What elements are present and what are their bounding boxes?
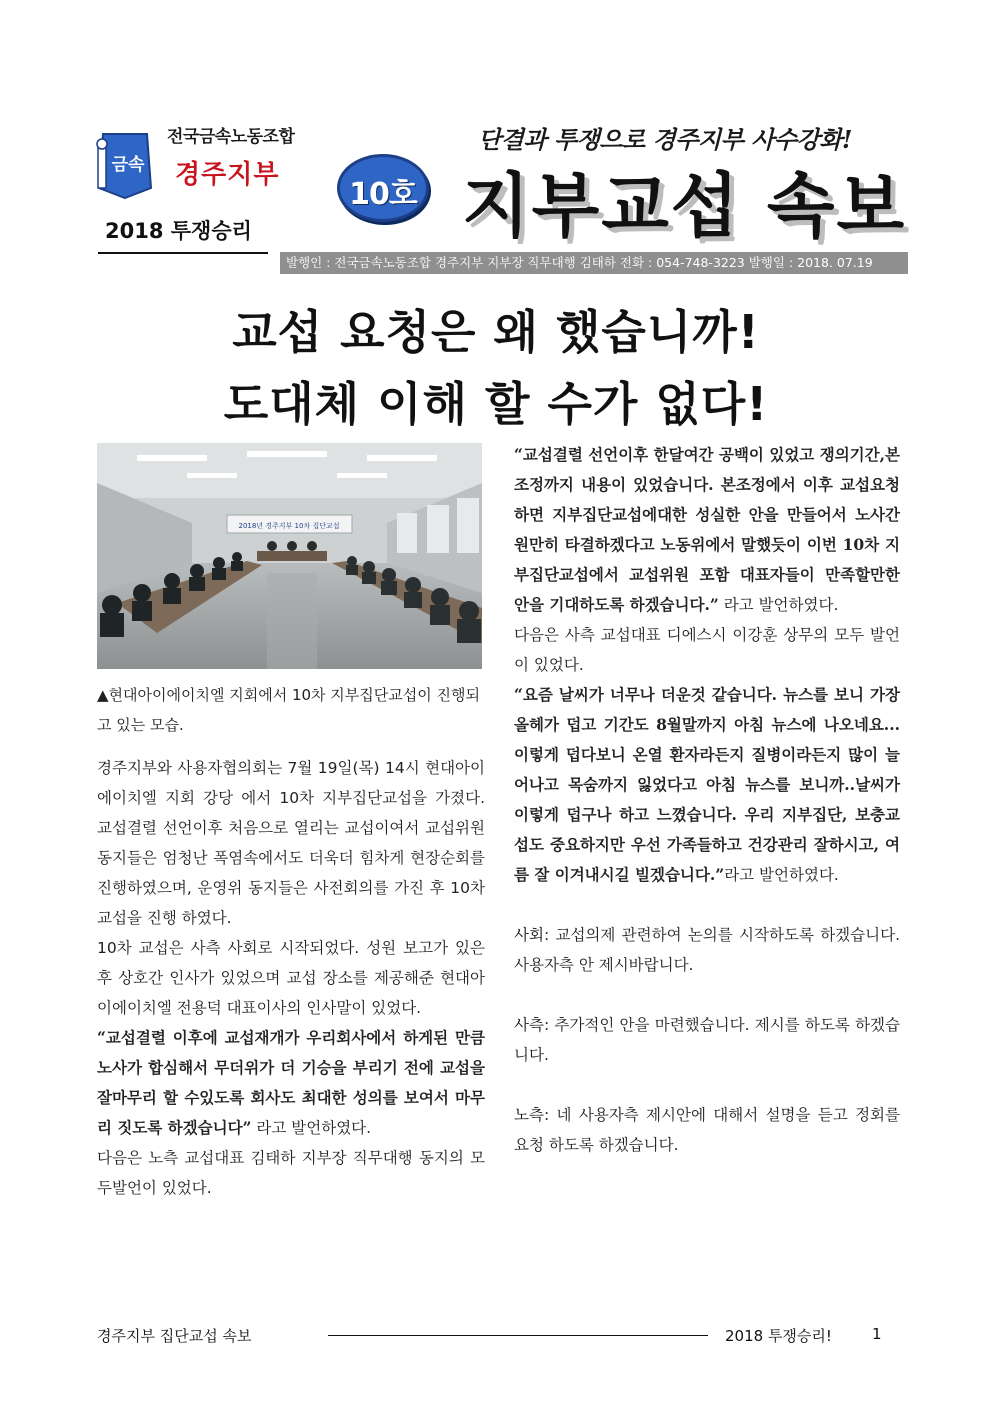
right-column: [514, 440, 900, 1160]
banner-text: 2018년 경주지부 10차 집단교섭: [238, 522, 340, 530]
dialogue-union: [514, 1100, 900, 1160]
dialogue-speaker: 노측: [514, 1106, 544, 1124]
headline-line-1: 교섭 요청은 왜 했습니까!: [232, 305, 760, 359]
ceo-quote: “교섭결렬 이후에 교섭재개가 우리회사에서 하게된 만큼 노사가 합심해서 무더위가 더 기승을 부리기 전에 교섭을 잘마무리 할 수있도록 회사도 최대한 성의를 보여서 마무리 짓도록 하겠습니다”: [97, 1028, 485, 1137]
spacer: [514, 1070, 900, 1100]
union-quote-attribution: 라고 발언하였다.: [718, 596, 839, 614]
management-quote-attribution: 라고 발언하였다.: [724, 866, 839, 884]
left-column: [97, 753, 485, 1203]
union-name: 전국금속노동조합: [167, 127, 295, 147]
ceo-remark: [97, 1023, 485, 1143]
spacer: [514, 890, 900, 920]
footer-slogan: 2018 투쟁승리!: [725, 1327, 832, 1345]
management-quote: “요즘 날씨가 너무나 더운것 같습니다. 뉴스를 보니 가장 올헤가 덥고 기간도 8월말까지 아침 뉴스에 나오네요...이렇게 덥다보니 온열 환자라든지 질병이라든지 많이 늘어나고 목숨까지 잃었다고 아침 뉴스를 보니까..날씨가 이렇게 덥구나 하고 느꼈습니다. 우리 지부집단, 보충교섭도 중요하지만 우선 가족들하고 건강관리 잘하시고, 여름 잘 이겨내시길 빌겠습니다.”: [514, 685, 900, 884]
dialogue-text: : 교섭의제 관련하여 논의를 시작하도록 하겠습니다. 사용자측 안 제시바랍니다.: [514, 926, 900, 974]
logo-divider: [98, 252, 268, 254]
article-paragraph-2: 10차 교섭은 사측 사회로 시작되었다. 성원 보고가 있은 후 상호간 인사가 있었으며 교섭 장소를 제공해준 현대아이에이치엘 전용덕 대표이사의 인사말이 있었다.: [97, 939, 485, 1017]
article-paragraph-1: 경주지부와 사용자협의회는 7월 19일(목) 14시 현대아이에이치엘 지회 강당 에서 10차 지부집단교섭을 가졌다. 교섭결렬 선언이후 처음으로 열리는 교섭이여서 교섭위원 동지들은 엄청난 폭염속에서도 더욱더 힘차게 현장순회를 진행하였으며, 운영위 동지들은 사전회의를 가진 후 10차 교섭을 진행 하였다.: [97, 759, 485, 927]
branch-name: 경주지부: [175, 160, 280, 190]
dialogue-speaker: 사측: [514, 1016, 544, 1034]
meeting-photo: [97, 443, 482, 669]
footer-divider: [328, 1335, 708, 1336]
dialogue-text: : 네 사용자측 제시안에 대해서 설명을 듣고 정회를 요청 하도록 하겠습니다.: [514, 1106, 900, 1154]
spacer: [514, 980, 900, 1010]
union-remark: [514, 440, 900, 620]
dialogue-text: : 추가적인 안을 마련했습니다. 제시를 하도록 하겠습니다.: [514, 1016, 900, 1064]
meeting-photo-illustration: [97, 443, 482, 669]
article-paragraph-3: 다음은 노측 교섭대표 김태하 지부장 직무대행 동지의 모두발언이 있었다.: [97, 1149, 485, 1197]
dialogue-speaker: 사회: [514, 926, 544, 944]
paper-title: 지부교섭 속보: [462, 165, 907, 247]
union-logo: [95, 120, 305, 200]
dialogue-management: [514, 1010, 900, 1070]
year-slogan: 2018 투쟁승리: [105, 219, 252, 243]
photo-caption: ▲현대아이에이치엘 지회에서 10차 지부집단교섭이 진행되고 있는 모습.: [97, 686, 480, 734]
publisher-info: 발행인 : 전국금속노동조합 경주지부 지부장 직무대행 김태하 전화 : 054-748-3223 발행일 : 2018. 07.19: [280, 252, 908, 274]
emblem-text: 금속: [111, 155, 145, 175]
union-emblem-icon: [95, 124, 155, 200]
management-remark: [514, 680, 900, 890]
footer-publication: 경주지부 집단교섭 속보: [97, 1327, 252, 1345]
union-quote: “교섭결렬 선언이후 한달여간 공백이 있었고 쟁의기간,본조정까지 내용이 있었습니다. 본조정에서 이후 교섭요청하면 지부집단교섭에대한 성실한 안을 만들어서 노사간 원만히 타결하겠다고 노동위에서 말했듯이 이번 10차 지부집단교섭에서 교섭위원 포함 대표자들이 만족할만한 안을 기대하도록 하겠습니다.”: [514, 445, 900, 614]
issue-number: 10호: [349, 177, 417, 212]
ceo-quote-attribution: 라고 발언하였다.: [251, 1119, 372, 1137]
article-paragraph-4: 다음은 사측 교섭대표 디에스시 이강훈 상무의 모두 발언이 있었다.: [514, 626, 900, 674]
headline-line-2: 도대체 이해 할 수가 없다!: [223, 377, 769, 431]
slogan: 단결과 투쟁으로 경주지부 사수강화!: [478, 125, 852, 154]
page-number: 1: [872, 1325, 882, 1343]
issue-badge: [337, 154, 429, 222]
dialogue-moderator: [514, 920, 900, 980]
